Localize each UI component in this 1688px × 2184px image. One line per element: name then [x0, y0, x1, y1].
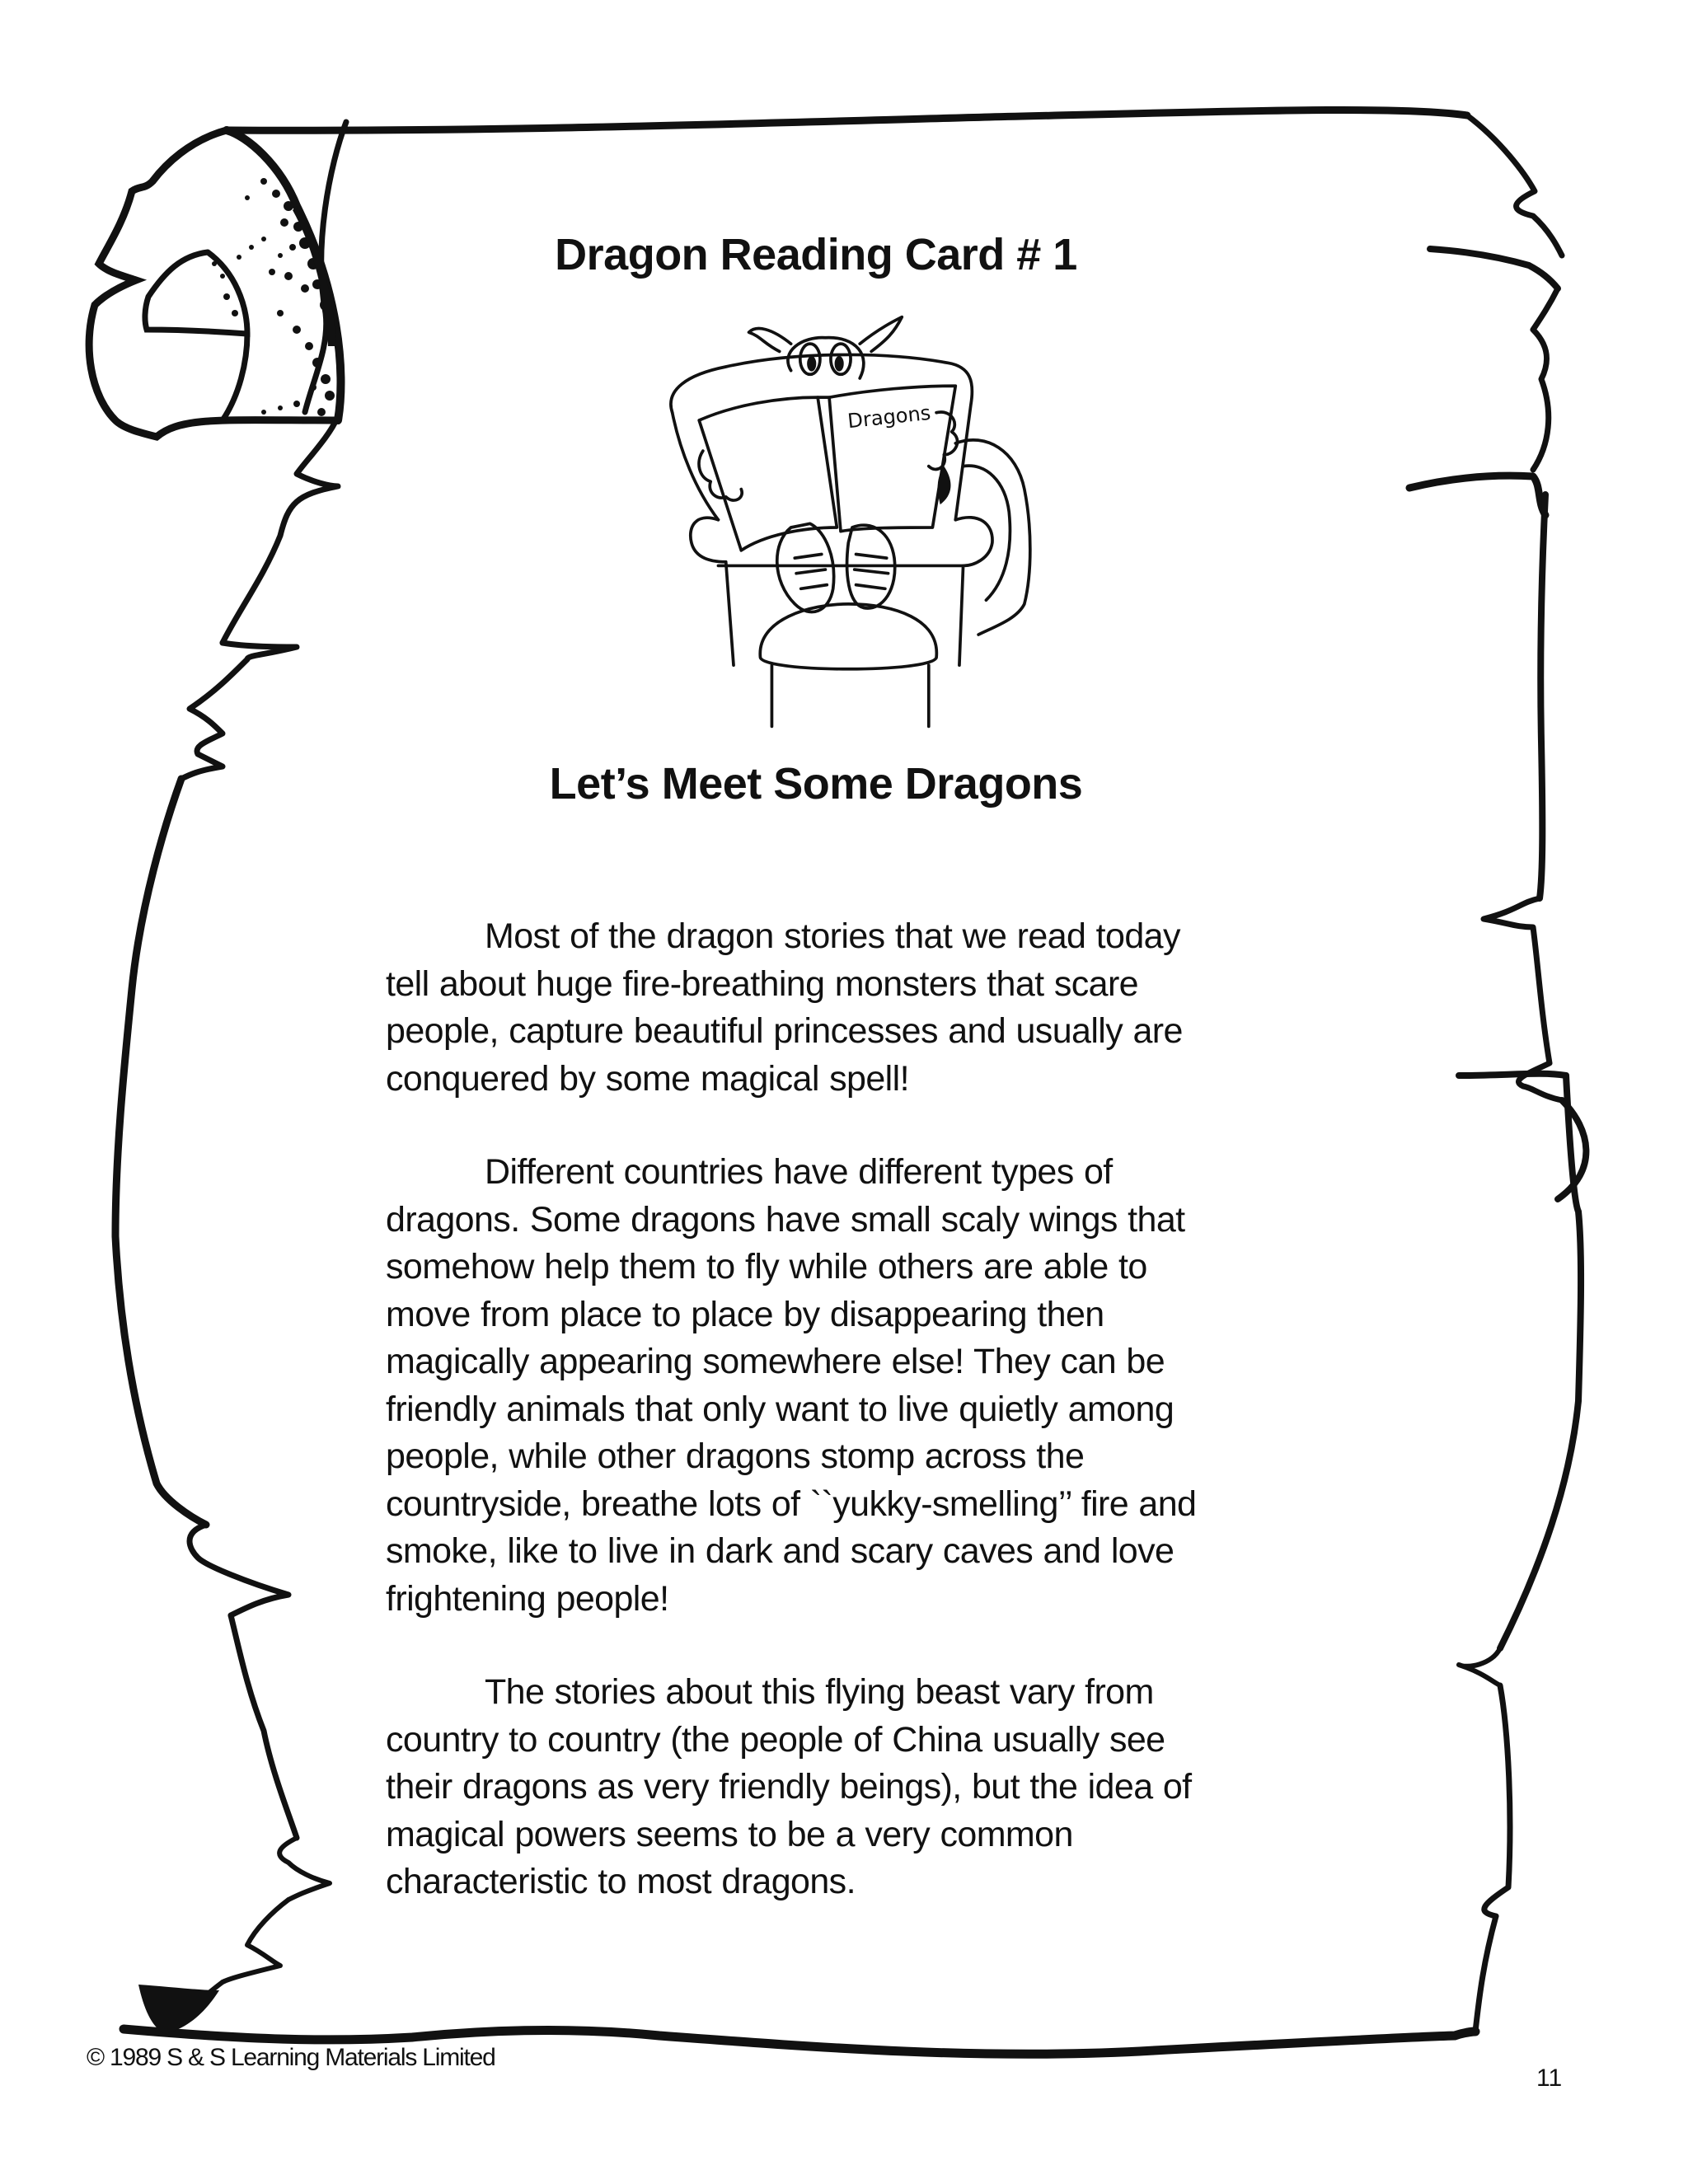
- paragraph-3: [386, 1669, 1400, 1906]
- text-line: The stories about this flying beast vary from: [485, 1672, 1154, 1712]
- card-subtitle: Let’s Meet Some Dragons: [549, 759, 1083, 808]
- dragon-reading-illustration: [626, 297, 1055, 758]
- text-line: frightening people!: [386, 1578, 669, 1619]
- text-line: conquered by some magical spell!: [386, 1058, 909, 1099]
- text-line: smoke, like to live in dark and scary caves and love: [386, 1531, 1175, 1571]
- text-line: characteristic to most dragons.: [386, 1862, 856, 1901]
- paragraph-1: [386, 913, 1400, 1103]
- text-line: dragons. Some dragons have small scaly wings that: [386, 1199, 1185, 1240]
- card-title: Dragon Reading Card # 1: [555, 230, 1077, 279]
- text-line: somehow help them to fly while others are able to: [386, 1247, 1147, 1286]
- text-line: people, capture beautiful princesses and usually are: [386, 1011, 1183, 1051]
- text-line: friendly animals that only want to live quietly among: [386, 1389, 1175, 1429]
- text-line: move from place to place by disappearing then: [386, 1294, 1104, 1334]
- reading-passage: [386, 913, 1400, 1952]
- text-line: their dragons as very friendly beings), but the idea of: [386, 1767, 1192, 1807]
- text-line: country to country (the people of China usually see: [386, 1719, 1165, 1760]
- text-line: Most of the dragon stories that we read today: [485, 916, 1180, 956]
- paragraph-2: [386, 1149, 1400, 1623]
- text-line: people, while other dragons stomp across the: [386, 1436, 1085, 1476]
- page-number: 11: [1536, 2064, 1563, 2092]
- text-line: tell about huge fire-breathing monsters that scare: [386, 963, 1138, 1004]
- copyright-notice: © 1989 S & S Learning Materials Limited: [87, 2044, 495, 2071]
- text-line: countryside, breathe lots of ``yukky-smelling’’ fire and: [386, 1483, 1197, 1524]
- text-line: magically appearing somewhere else! They can be: [386, 1342, 1165, 1381]
- text-line: magical powers seems to be a very common: [386, 1814, 1073, 1854]
- text-line: Different countries have different types of: [485, 1152, 1113, 1192]
- book-cover-title: Dragons: [846, 401, 932, 434]
